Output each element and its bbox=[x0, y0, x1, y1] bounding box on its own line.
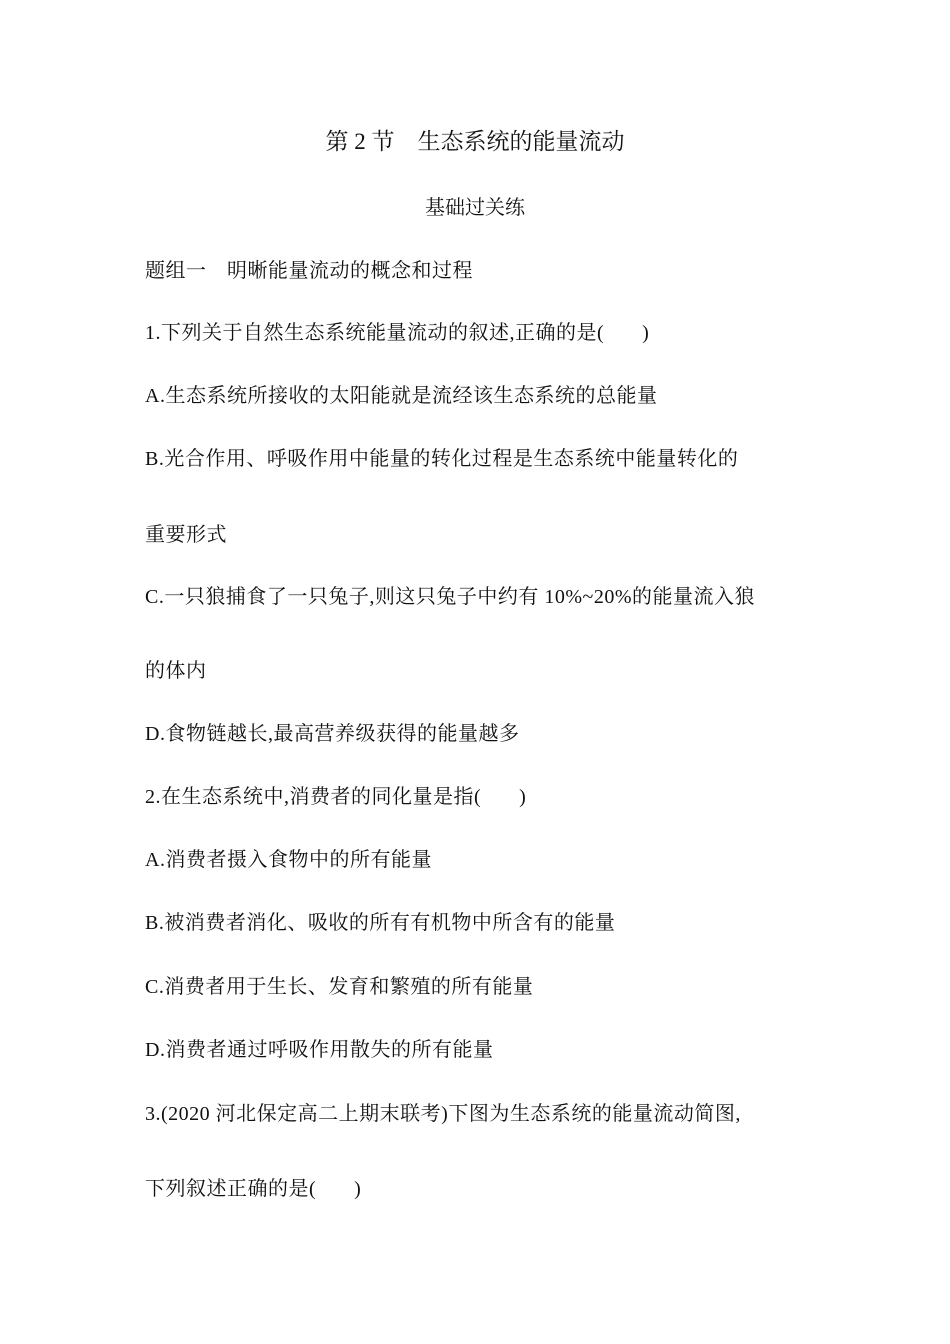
group-heading: 题组一 明晰能量流动的概念和过程 bbox=[145, 260, 473, 282]
question-3-close-paren: ) bbox=[354, 1178, 362, 1200]
question-1-option-b-line1: B.光合作用、呼吸作用中能量的转化过程是生态系统中能量转化的 bbox=[145, 448, 739, 470]
question-2-option-c: C.消费者用于生长、发育和繁殖的所有能量 bbox=[145, 976, 534, 998]
question-3-stem-line1: 3.(2020 河北保定高二上期末联考)下图为生态系统的能量流动简图, bbox=[145, 1103, 741, 1125]
question-1-option-c-line1: C.一只狼捕食了一只兔子,则这只兔子中约有 10%~20%的能量流入狼 bbox=[145, 586, 755, 608]
page-title: 第 2 节 生态系统的能量流动 bbox=[325, 129, 625, 154]
question-2-stem bbox=[145, 784, 526, 810]
section-subtitle: 基础过关练 bbox=[425, 197, 525, 219]
question-1-stem-text: 1.下列关于自然生态系统能量流动的叙述,正确的是( bbox=[145, 322, 605, 344]
question-2-close-paren: ) bbox=[519, 786, 527, 808]
question-2-option-a: A.消费者摄入食物中的所有能量 bbox=[145, 849, 432, 871]
question-1-option-b-line2: 重要形式 bbox=[145, 524, 227, 546]
question-1-option-d: D.食物链越长,最高营养级获得的能量越多 bbox=[145, 723, 520, 745]
question-1-close-paren: ) bbox=[642, 322, 650, 344]
question-2-option-b: B.被消费者消化、吸收的所有有机物中所含有的能量 bbox=[145, 912, 616, 934]
question-1-option-a: A.生态系统所接收的太阳能就是流经该生态系统的总能量 bbox=[145, 385, 658, 407]
question-3-stem-text: 下列叙述正确的是( bbox=[145, 1178, 317, 1200]
question-1-stem bbox=[145, 320, 649, 346]
question-1-option-c-line2: 的体内 bbox=[145, 660, 207, 682]
question-2-stem-text: 2.在生态系统中,消费者的同化量是指( bbox=[145, 786, 482, 808]
question-3-stem-line2 bbox=[145, 1176, 361, 1202]
question-2-option-d: D.消费者通过呼吸作用散失的所有能量 bbox=[145, 1039, 494, 1061]
